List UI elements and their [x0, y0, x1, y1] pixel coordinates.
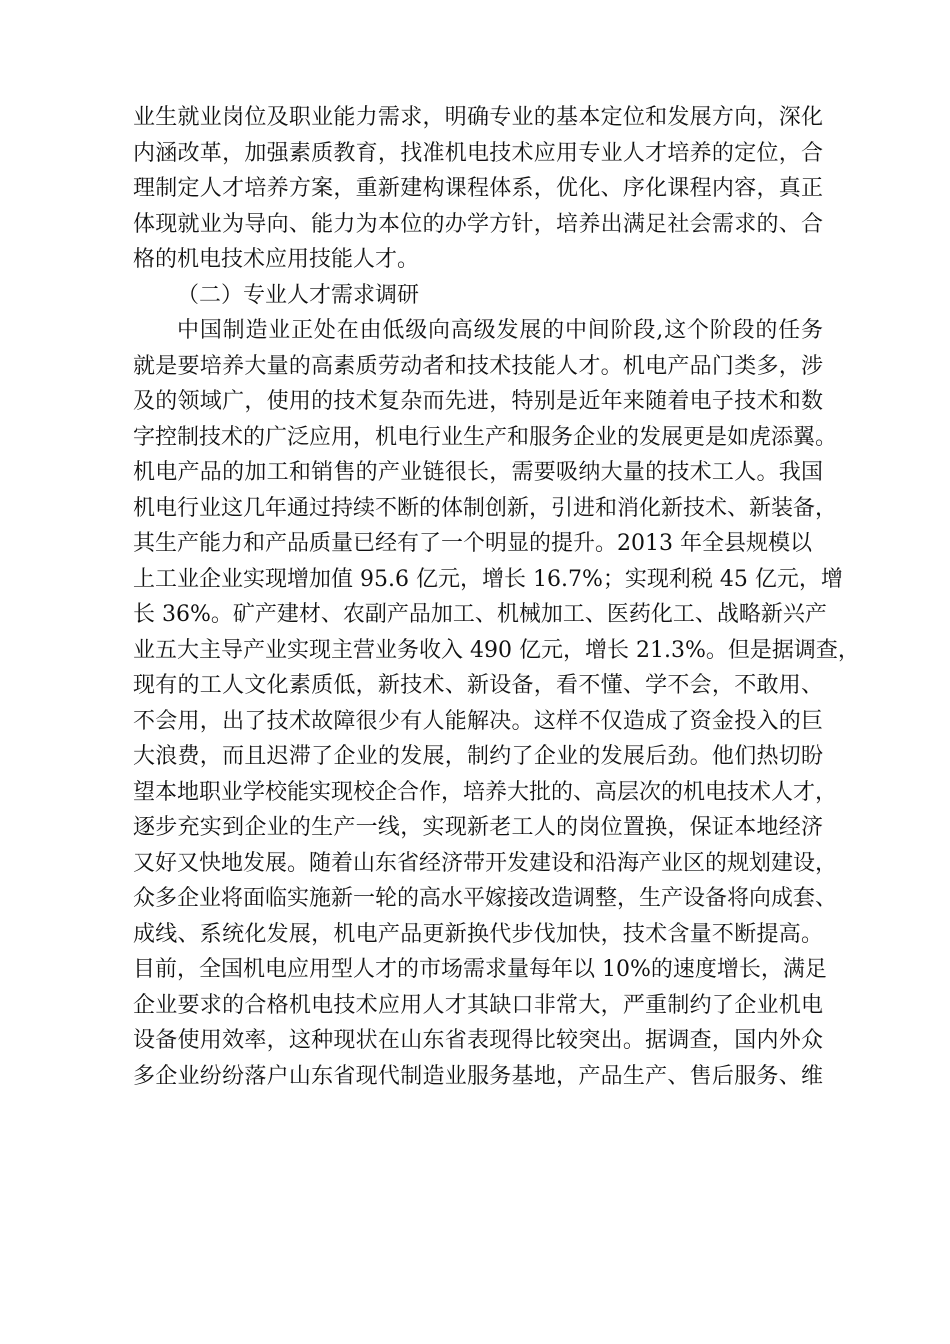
text-line: 内涵改革，加强素质教育，找准机电技术应用专业人才培养的定位，合 — [133, 140, 823, 166]
text-line: 机电行业这几年通过持续不断的体制创新，引进和消化新技术、新装备， — [133, 495, 838, 521]
text-line: 长 36%。矿产建材、农副产品加工、机械加工、医药化工、战略新兴产 — [133, 602, 827, 627]
text-line: 众多企业将面临实施新一轮的高水平嫁接改造调整，生产设备将向成套、 — [133, 886, 838, 911]
text-line: 中国制造业正处在由低级向高级发展的中间阶段,这个阶段的任务 — [177, 318, 823, 343]
text-line: 其生产能力和产品质量已经有了一个明显的提升。2013 年全县规模以 — [133, 531, 812, 556]
text-line: 目前，全国机电应用型人才的市场需求量每年以 10%的速度增长，满足 — [133, 957, 827, 982]
text-line: 不会用，出了技术故障很少有人能解决。这样不仅造成了资金投入的巨 — [133, 708, 823, 734]
text-line: 上工业企业实现增加值 95.6 亿元，增长 16.7%；实现利税 45 亿元，增 — [133, 566, 843, 592]
text-line: 多企业纷纷落户山东省现代制造业服务基地，产品生产、售后服务、维 — [133, 1063, 823, 1089]
body-text — [133, 100, 860, 1094]
text-line: 就是要培养大量的高素质劳动者和技术技能人才。机电产品门类多，涉 — [133, 353, 823, 379]
text-line: 格的机电技术应用技能人才。 — [133, 247, 420, 272]
text-line: 业生就业岗位及职业能力需求，明确专业的基本定位和发展方向，深化 — [133, 105, 823, 130]
text-line: 现有的工人文化素质低，新技术、新设备，看不懂、学不会，不敢用、 — [133, 673, 823, 698]
text-line: 业五大主导产业实现主营业务收入 490 亿元，增长 21.3%。但是据调查， — [133, 637, 860, 663]
text-line: 逐步充实到企业的生产一线，实现新老工人的岗位置换，保证本地经济 — [133, 815, 823, 840]
text-line: 大浪费，而且迟滞了企业的发展，制约了企业的发展后劲。他们热切盼 — [133, 744, 823, 769]
text-line: 设备使用效率，这种现状在山东省表现得比较突出。据调查，国内外众 — [133, 1028, 823, 1053]
text-line: 企业要求的合格机电技术应用人才其缺口非常大，严重制约了企业机电 — [133, 992, 823, 1018]
section-heading: （二）专业人才需求调研 — [177, 282, 420, 308]
text-line: 体现就业为导向、能力为本位的办学方针，培养出满足社会需求的、合 — [133, 211, 823, 237]
text-line: 理制定人才培养方案，重新建构课程体系，优化、序化课程内容，真正 — [133, 176, 823, 201]
text-line: 望本地职业学校能实现校企合作，培养大批的、高层次的机电技术人才， — [133, 779, 838, 805]
text-line: 字控制技术的广泛应用，机电行业生产和服务企业的发展更是如虎添翼。 — [133, 424, 838, 450]
text-line: 又好又快地发展。随着山东省经济带开发建设和沿海产业区的规划建设， — [133, 850, 838, 876]
text-line: 及的领域广，使用的技术复杂而先进，特别是近年来随着电子技术和数 — [133, 389, 823, 414]
text-line: 机电产品的加工和销售的产业链很长，需要吸纳大量的技术工人。我国 — [133, 460, 823, 485]
text-line: 成线、系统化发展，机电产品更新换代步伐加快，技术含量不断提高。 — [133, 921, 823, 947]
